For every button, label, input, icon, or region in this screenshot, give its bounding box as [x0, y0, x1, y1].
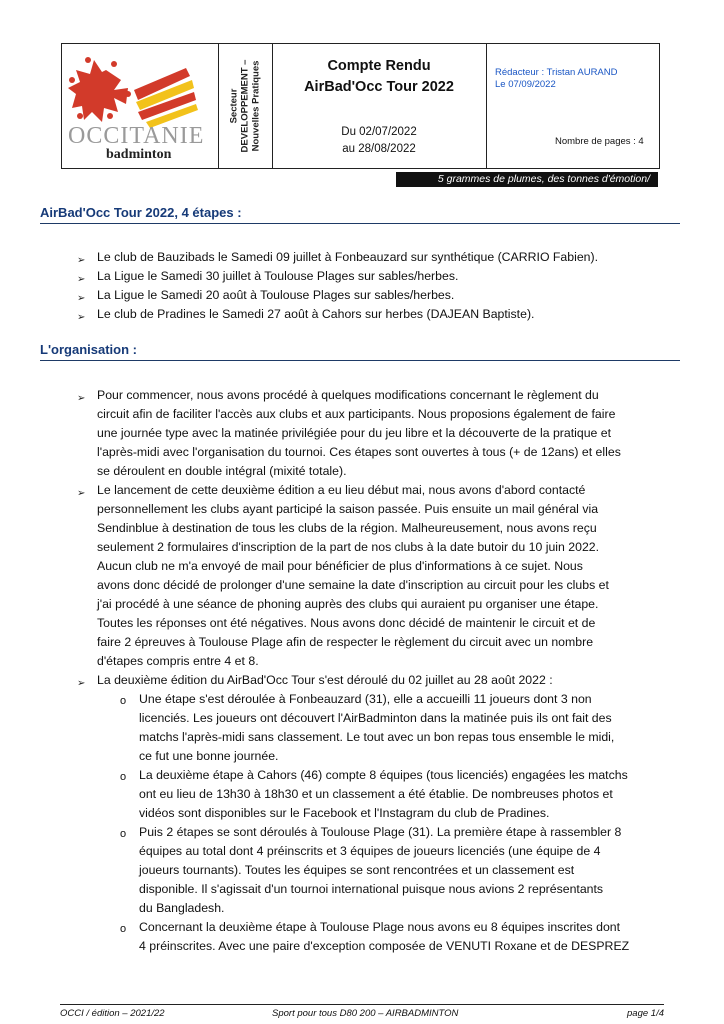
paragraph-line: Le lancement de cette deuxième édition a eu lieu début mai, nous avons d'abord contacté — [97, 483, 586, 497]
author-name: Rédacteur : Tristan AURAND — [495, 67, 618, 78]
sector-line: DEVELOPPEMENT – — [239, 59, 251, 153]
circle-bullet-icon: o — [120, 923, 127, 935]
section-heading: L'organisation : — [40, 342, 680, 361]
occitanie-cross-icon — [66, 50, 216, 162]
paragraph-line: faire 2 épreuves à Toulouse Plage afin de respecter le règlement du circuit avec un nombre — [97, 635, 594, 649]
arrow-bullet-icon: ➢ — [77, 488, 86, 499]
paragraph-line: d'étapes compris entre 4 et 8. — [97, 654, 259, 668]
arrow-bullet-icon: ➢ — [77, 255, 86, 266]
author-info — [495, 67, 618, 91]
circle-bullet-icon: o — [120, 695, 127, 707]
list-item: Le club de Bauzibads le Samedi 09 juillet à Fonbeauzard sur synthétique (CARRIO Fabien). — [97, 250, 599, 264]
paragraph-line: disponible. Il s'agissait d'un tournoi international puisque nous avions 2 représentants — [139, 882, 604, 896]
document-date: Le 07/09/2022 — [495, 79, 556, 90]
page-footer — [60, 1004, 664, 1019]
paragraph-line: j'ai procédé à une séance de phoning auprès des clubs qui auraient pu organiser une étape. — [97, 597, 599, 611]
paragraph-line: ont eu lieu de 13h30 à 18h30 et un classement a été établie. De nombreuses photos et — [139, 787, 613, 801]
list-item: Le club de Pradines le Samedi 27 août à Cahors sur herbes (DAJEAN Baptiste). — [97, 307, 535, 321]
slogan-banner: 5 grammes de plumes, des tonnes d'émotion/ — [396, 172, 658, 187]
document-title — [272, 56, 486, 98]
paragraph-line: une journée type avec la matinée privilégiée pour du jeu libre et la découverte de la pratique et — [97, 426, 612, 440]
page-count: Nombre de pages : 4 — [555, 136, 644, 147]
header-divider — [486, 44, 487, 168]
paragraph-line: Toutes les réponses ont été négatives. Nous avons donc décidé de maintenir le circuit et de — [97, 616, 596, 630]
circle-bullet-icon: o — [120, 771, 127, 783]
paragraph-line: Sendinblue à destination de tous les clubs de la région. Malheureusement, nous avons reçu — [97, 521, 597, 535]
sector-label — [218, 45, 272, 167]
paragraph-line: 4 préinscrites. Avec une paire d'exception composée de VENUTI Roxane et de DESPREZ — [139, 939, 630, 953]
date-from: Du 02/07/2022 — [341, 126, 417, 138]
sector-line: Nouvelles Pratiques — [250, 60, 262, 152]
paragraph-line: Puis 2 étapes se sont déroulés à Toulouse Plage (31). La première étape à rassembler 8 — [139, 825, 622, 839]
paragraph-line: du Bangladesh. — [139, 901, 225, 915]
list-item: La Ligue le Samedi 30 juillet à Toulouse Plages sur sables/herbes. — [97, 269, 459, 283]
list-item: La Ligue le Samedi 20 août à Toulouse Plages sur sables/herbes. — [97, 288, 455, 302]
title-line: AirBad'Occ Tour 2022 — [304, 79, 454, 95]
section-heading: AirBad'Occ Tour 2022, 4 étapes : — [40, 205, 680, 224]
paragraph-line: avons donc décidé de prolonger d'une semaine la date d'inscription au circuit pour les clubs et — [97, 578, 609, 592]
title-line: Compte Rendu — [327, 58, 431, 74]
paragraph-line: matchs l'après-midi sans classement. Le tout avec un bon repas tous ensemble le midi, — [139, 730, 615, 744]
footer-left: OCCI / édition – 2021/22 — [60, 1008, 165, 1019]
paragraph-line: La deuxième édition du AirBad'Occ Tour s'est déroulé du 02 juillet au 28 août 2022 : — [97, 673, 553, 687]
paragraph-line: Concernant la deuxième étape à Toulouse Plage nous avons eu 8 équipes inscrites dont — [139, 920, 621, 934]
arrow-bullet-icon: ➢ — [77, 393, 86, 404]
paragraph-line: se déroulent en double intégral (mixité totale). — [97, 464, 347, 478]
paragraph-line: Aucun club ne m'a envoyé de mail pour bénéficier de plus d'informations à ce sujet. Nous — [97, 559, 583, 573]
paragraph-line: Pour commencer, nous avons procédé à quelques modifications concernant le règlement du — [97, 388, 599, 402]
paragraph-line: joueurs tournants). Toutes les équipes se sont rencontrées et un classement est — [139, 863, 575, 877]
paragraph-line: personnellement les clubs ayant participé la saison passée. Puis ensuite un mail général via — [97, 502, 599, 516]
sector-line: Secteur — [228, 88, 240, 124]
arrow-bullet-icon: ➢ — [77, 293, 86, 304]
svg-text:badminton: badminton — [106, 147, 172, 162]
svg-text:OCCITANIE: OCCITANIE — [68, 123, 205, 149]
paragraph-line: La deuxième étape à Cahors (46) compte 8 équipes (tous licenciés) engagées les matchs — [139, 768, 628, 782]
footer-page-number: page 1/4 — [627, 1008, 664, 1019]
paragraph-line: licenciés. Les joueurs ont découvert l'AirBadminton dans la matinée puis ils ont fait des — [139, 711, 612, 725]
paragraph-line: circuit afin de faciliter l'accès aux clubs et aux participants. Nous proposions également de faire — [97, 407, 616, 421]
footer-center: Sport pour tous D80 200 – AIRBADMINTON — [272, 1008, 459, 1019]
paragraph-line: seulement 2 formulaires d'inscription de la part de nos clubs à la date butoir du 10 juin 2022. — [97, 540, 600, 554]
paragraph-line: ce fut une bonne journée. — [139, 749, 279, 763]
document-dates — [272, 124, 486, 158]
arrow-bullet-icon: ➢ — [77, 312, 86, 323]
paragraph-line: Une étape s'est déroulée à Fonbeauzard (31), elle a accueilli 11 joueurs dont 3 non — [139, 692, 592, 706]
paragraph-line: l'après-midi avec l'organisation du tournoi. Ces étapes sont ouvertes à tous (+ de 12ans) et elles — [97, 445, 621, 459]
arrow-bullet-icon: ➢ — [77, 678, 86, 689]
circle-bullet-icon: o — [120, 828, 127, 840]
paragraph-line: équipes au total dont 4 préinscrits et 3 équipes de joueurs licenciés (une équipe de 4 — [139, 844, 601, 858]
paragraph-line: vidéos sont disponibles sur le Facebook et l'Instagram du club de Pradines. — [139, 806, 550, 820]
occitanie-logo — [66, 50, 216, 162]
arrow-bullet-icon: ➢ — [77, 274, 86, 285]
date-to: au 28/08/2022 — [342, 143, 416, 155]
